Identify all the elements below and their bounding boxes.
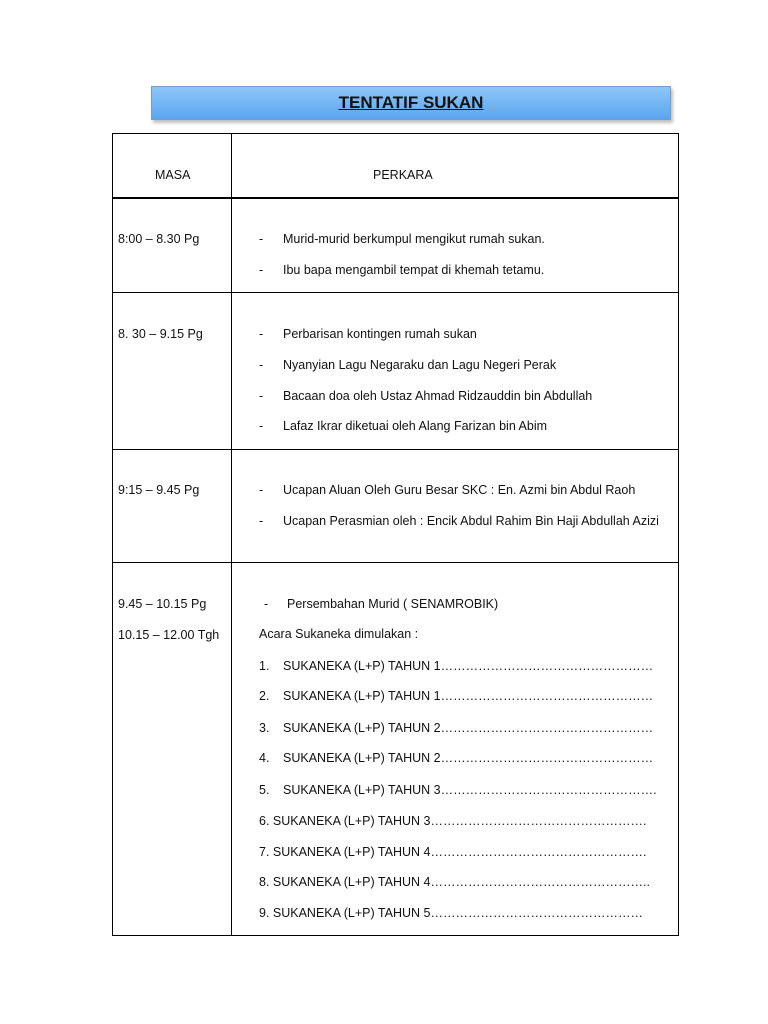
list-item: SUKANEKA (L+P) TAHUN 2…………………………………………… — [283, 721, 654, 735]
bullet-dash: - — [259, 327, 264, 341]
list-number: 4. — [259, 751, 270, 765]
row-divider — [113, 292, 678, 293]
agenda-item: Ibu bapa mengambil tempat di khemah tetamu. — [283, 263, 545, 277]
list-item: 8. SUKANEKA (L+P) TAHUN 4…………………………………………….. — [259, 875, 650, 889]
header-masa: MASA — [155, 168, 191, 182]
column-divider — [231, 134, 232, 935]
time-cell: 9.45 – 10.15 Pg — [118, 597, 207, 611]
schedule-table — [112, 133, 679, 936]
agenda-item: Nyanyian Lagu Negaraku dan Lagu Negeri Perak — [283, 358, 557, 372]
time-cell: 10.15 – 12.00 Tgh — [118, 628, 220, 642]
list-number: 2. — [259, 689, 270, 703]
bullet-dash: - — [259, 232, 264, 246]
page-title: TENTATIF SUKAN — [338, 93, 484, 112]
time-cell: 9:15 – 9.45 Pg — [118, 483, 200, 497]
list-item: 6. SUKANEKA (L+P) TAHUN 3……………………………………………. — [259, 814, 647, 828]
agenda-item: Persembahan Murid ( SENAMROBIK) — [287, 597, 499, 611]
time-cell: 8:00 – 8.30 Pg — [118, 232, 200, 246]
bullet-dash: - — [259, 514, 264, 528]
header-perkara: PERKARA — [373, 168, 433, 182]
bullet-dash: - — [259, 419, 264, 433]
bullet-dash: - — [259, 483, 264, 497]
list-item: SUKANEKA (L+P) TAHUN 1…………………………………………… — [283, 659, 654, 673]
list-number: 5. — [259, 783, 270, 797]
list-item: SUKANEKA (L+P) TAHUN 3……………………………………………. — [283, 783, 657, 797]
agenda-item: Bacaan doa oleh Ustaz Ahmad Ridzauddin bin Abdullah — [283, 389, 593, 403]
title-banner — [151, 86, 671, 120]
list-item: 9. SUKANEKA (L+P) TAHUN 5…………………………………………… — [259, 906, 643, 920]
list-number: 3. — [259, 721, 270, 735]
agenda-item: Murid-murid berkumpul mengikut rumah sukan. — [283, 232, 545, 246]
agenda-item: Perbarisan kontingen rumah sukan — [283, 327, 477, 341]
time-cell: 8. 30 – 9.15 Pg — [118, 327, 203, 341]
row-divider — [113, 562, 678, 563]
agenda-item: Lafaz Ikrar diketuai oleh Alang Farizan bin Abim — [283, 419, 548, 433]
bullet-dash: - — [259, 358, 264, 372]
list-item: 7. SUKANEKA (L+P) TAHUN 4……………………………………………. — [259, 845, 647, 859]
bullet-dash: - — [259, 389, 264, 403]
bullet-dash: - — [259, 263, 264, 277]
header-divider — [113, 197, 678, 199]
list-number: 1. — [259, 659, 270, 673]
bullet-dash: - — [264, 597, 269, 611]
row-divider — [113, 449, 678, 450]
list-item: SUKANEKA (L+P) TAHUN 2…………………………………………… — [283, 751, 654, 765]
agenda-item: Ucapan Aluan Oleh Guru Besar SKC : En. Azmi bin Abdul Raoh — [283, 483, 636, 497]
list-item: SUKANEKA (L+P) TAHUN 1…………………………………………… — [283, 689, 654, 703]
agenda-item: Ucapan Perasmian oleh : Encik Abdul Rahim Bin Haji Abdullah Azizi — [283, 514, 659, 528]
sukaneka-intro: Acara Sukaneka dimulakan : — [259, 627, 419, 641]
